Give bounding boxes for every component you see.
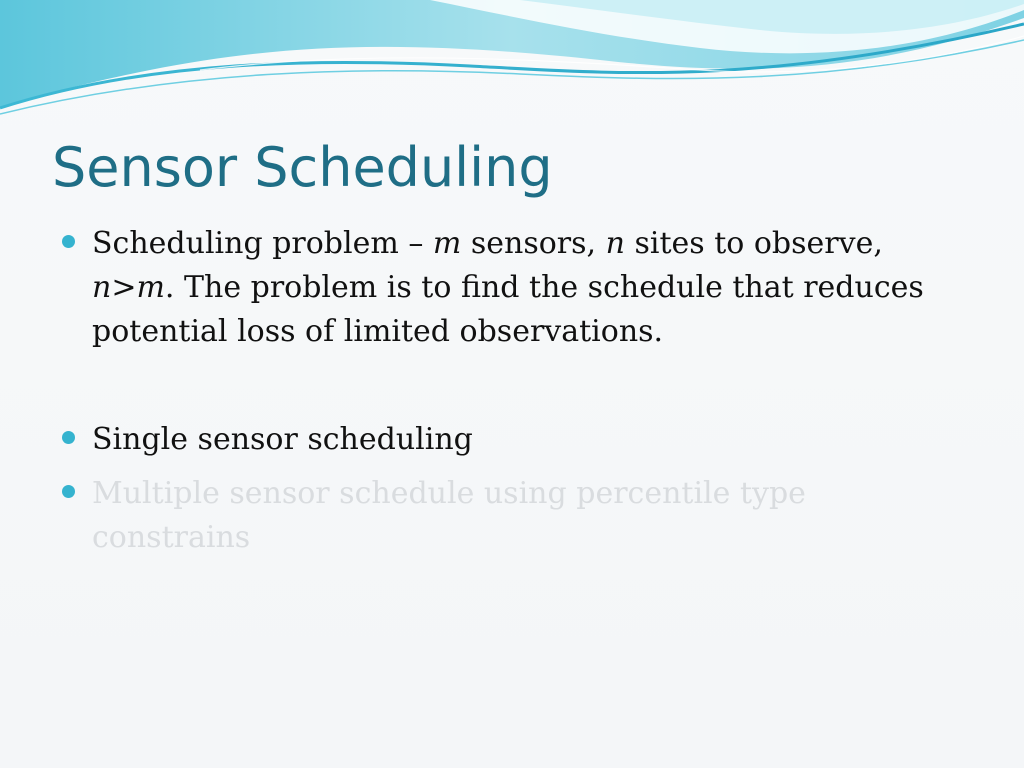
bullet-item bbox=[62, 222, 962, 354]
math-variable: n bbox=[92, 270, 112, 305]
bullet-marker-icon bbox=[62, 431, 75, 444]
bullet-text: Multiple sensor schedule using percentile type constrains bbox=[92, 476, 806, 555]
bullet-text-run: sites to observe, bbox=[624, 226, 883, 261]
bullet-text-run: . The problem is to find the schedule that reduces potential loss of limited observations. bbox=[92, 270, 924, 349]
math-variable: m bbox=[136, 270, 165, 305]
slide-title: Sensor Scheduling bbox=[52, 136, 553, 199]
bullet-text-run: sensors, bbox=[461, 226, 606, 261]
bullet-marker-icon bbox=[62, 485, 75, 498]
bullet-item bbox=[62, 418, 962, 462]
math-operator: > bbox=[111, 270, 137, 305]
bullet-text bbox=[92, 222, 962, 354]
wave-banner-decoration bbox=[0, 0, 1024, 120]
bullet-marker-icon bbox=[62, 235, 75, 248]
math-variable: n bbox=[605, 226, 625, 261]
math-variable: m bbox=[432, 226, 462, 261]
bullet-text: Single sensor scheduling bbox=[92, 422, 473, 457]
bullet-item-dimmed bbox=[62, 472, 962, 560]
bullet-text-run: Scheduling problem – bbox=[92, 226, 433, 261]
